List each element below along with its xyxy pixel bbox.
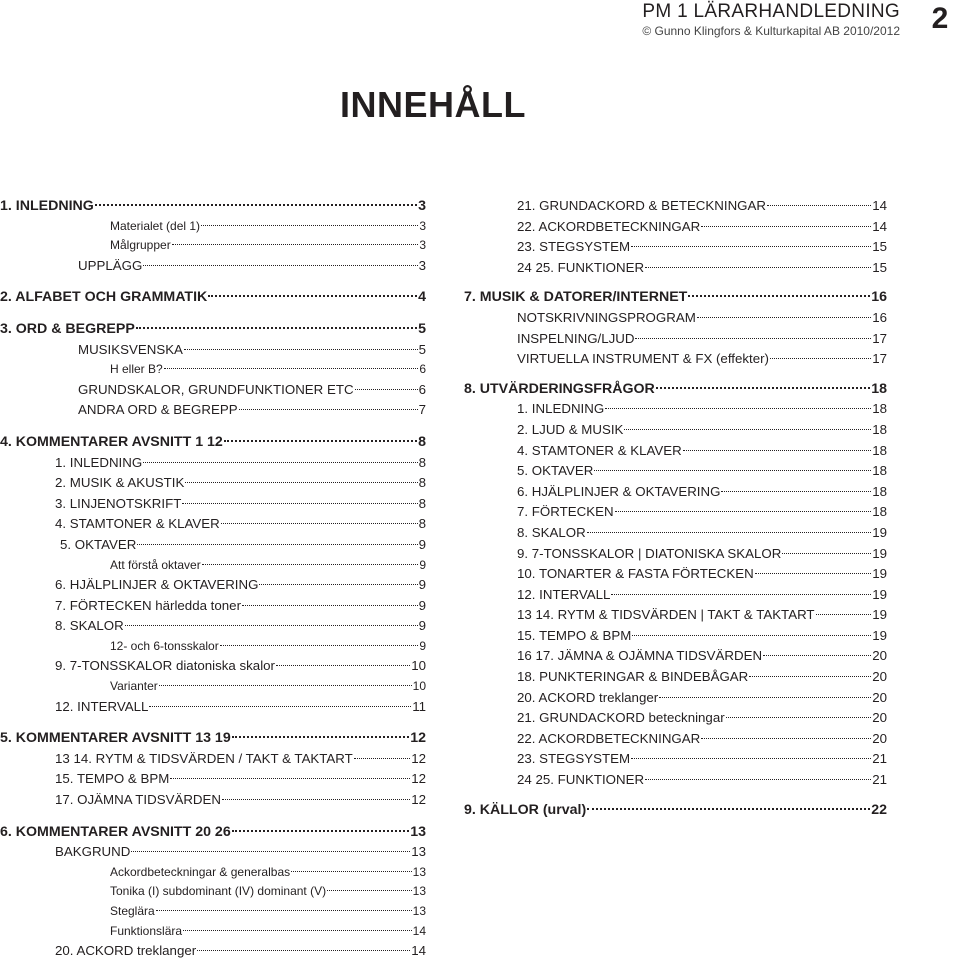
- toc-entry-page: 3: [418, 257, 426, 273]
- dot-leader: [594, 470, 871, 471]
- toc-entry-label: 21. GRUNDACKORD beteckningar: [517, 710, 725, 726]
- toc-entry-page: 21: [872, 751, 887, 767]
- toc-entry[interactable]: [0, 842, 426, 863]
- toc-entry-label: 1. INLEDNING: [55, 454, 143, 470]
- toc-heading[interactable]: [0, 822, 426, 843]
- toc-entry[interactable]: [464, 646, 887, 667]
- dot-leader: [611, 594, 871, 595]
- dot-leader: [143, 265, 417, 266]
- toc-entry-label: 9. KÄLLOR (urval): [464, 801, 587, 818]
- dot-leader: [276, 665, 410, 666]
- toc-entry-page: 4: [418, 289, 426, 306]
- toc-entry-label: 21. GRUNDACKORD & BETECKNINGAR: [517, 198, 766, 213]
- toc-entry-label: 9. 7-TONSSKALOR diatoniska skalor: [55, 658, 275, 674]
- dot-leader: [635, 338, 871, 339]
- dot-leader: [726, 717, 872, 718]
- dot-leader: [170, 778, 410, 779]
- dot-leader: [156, 910, 412, 911]
- toc-entry-label: 3. ORD & BEGREPP: [0, 320, 135, 337]
- toc-entry[interactable]: [0, 941, 426, 962]
- dot-leader: [224, 440, 417, 442]
- toc-entry-label: 12. INTERVALL: [55, 698, 149, 714]
- toc-entry-label: NOTSKRIVNINGSPROGRAM: [517, 309, 696, 325]
- toc-entry-page: 11: [412, 698, 426, 714]
- toc-entry[interactable]: [0, 360, 426, 380]
- dot-leader: [197, 950, 410, 951]
- toc-entry-page: 6: [419, 362, 426, 377]
- toc-entry-label: 22. ACKORDBETECKNINGAR: [517, 218, 701, 234]
- toc-entry-page: 9: [419, 638, 426, 653]
- toc-entry[interactable]: [0, 656, 426, 677]
- dot-leader: [183, 930, 412, 931]
- toc-entry[interactable]: [464, 708, 887, 729]
- toc-entry[interactable]: [464, 308, 887, 329]
- dot-leader: [763, 655, 871, 656]
- toc-entry[interactable]: [464, 502, 887, 523]
- toc-entry-page: 16: [872, 309, 887, 325]
- toc-entry-page: 19: [872, 627, 887, 643]
- toc-entry-label: Att förstå oktaver: [110, 557, 201, 572]
- toc-entry-page: 5: [418, 320, 426, 337]
- toc-entry[interactable]: [464, 585, 887, 606]
- toc-entry-label: 23. STEGSYSTEM: [517, 239, 631, 255]
- toc-entry-page: 18: [872, 401, 887, 417]
- dot-leader: [632, 635, 871, 636]
- toc-heading[interactable]: [0, 196, 426, 217]
- toc-entry-label: 13 14. RYTM & TIDSVÄRDEN / TAKT & TAKTART: [55, 750, 353, 766]
- toc-entry-label: 5. OKTAVER: [517, 463, 594, 479]
- toc-entry-label: GRUNDSKALOR, GRUNDFUNKTIONER ETC: [78, 381, 354, 397]
- toc-entry-page: 13: [411, 844, 426, 860]
- dot-leader: [656, 387, 870, 389]
- dot-leader: [721, 491, 871, 492]
- dot-leader: [136, 327, 417, 329]
- toc-entry-page: 19: [872, 586, 887, 602]
- toc-entry[interactable]: [0, 514, 426, 535]
- dot-leader: [631, 758, 871, 759]
- dot-leader: [782, 553, 871, 554]
- dot-leader: [202, 564, 419, 565]
- toc-entry-label: 4. STAMTONER & KLAVER: [517, 442, 682, 458]
- toc-entry-page: 18: [872, 421, 887, 437]
- dot-leader: [697, 317, 871, 318]
- toc-entry-label: 24 25. FUNKTIONER: [517, 772, 645, 788]
- toc-entry-label: 20. ACKORD treklanger: [55, 943, 197, 959]
- toc-entry-label: Ackordbeteckningar & generalbas: [110, 864, 291, 879]
- toc-entry-label: 5. OKTAVER: [60, 536, 137, 552]
- toc-entry-page: 18: [872, 463, 887, 479]
- toc-entry[interactable]: [0, 790, 426, 811]
- toc-entry[interactable]: [464, 482, 887, 503]
- toc-entry[interactable]: [0, 677, 426, 697]
- dot-leader: [631, 246, 871, 247]
- toc-entry-label: BAKGRUND: [55, 844, 131, 860]
- toc-entry-label: 5. KOMMENTARER AVSNITT 13 19: [0, 730, 231, 747]
- toc-entry-page: 18: [871, 380, 887, 397]
- toc-entry-label: 2. ALFABET OCH GRAMMATIK: [0, 289, 208, 306]
- toc-entry[interactable]: [0, 863, 426, 883]
- dot-leader: [201, 225, 418, 226]
- toc-entry-page: 20: [872, 648, 887, 664]
- toc-entry-page: 18: [872, 504, 887, 520]
- dot-leader: [355, 389, 418, 390]
- toc-entry-page: 17: [872, 330, 887, 346]
- toc-entry-label: 12. INTERVALL: [517, 586, 611, 602]
- dot-leader: [701, 738, 871, 739]
- toc-entry-page: 13: [410, 823, 426, 840]
- toc-entry-label: 15. TEMPO & BPM: [517, 627, 632, 643]
- toc-entry-label: 23. STEGSYSTEM: [517, 751, 631, 767]
- toc-entry-page: 15: [872, 239, 887, 255]
- dot-leader: [587, 532, 871, 533]
- toc-entry[interactable]: [0, 596, 426, 617]
- toc-entry-page: 14: [872, 198, 887, 213]
- toc-entry-label: 4. KOMMENTARER AVSNITT 1 12: [0, 433, 223, 450]
- toc-entry-page: 20: [872, 669, 887, 685]
- toc-entry[interactable]: [0, 535, 426, 556]
- toc-entry-page: 15: [872, 259, 887, 275]
- toc-entry[interactable]: [464, 441, 887, 462]
- toc-entry[interactable]: [464, 420, 887, 441]
- toc-entry-page: 3: [419, 238, 426, 253]
- toc-entry-page: 17: [872, 351, 887, 367]
- toc-entry-label: 6. KOMMENTARER AVSNITT 20 26: [0, 823, 231, 840]
- toc-entry-label: 8. UTVÄRDERINGSFRÅGOR: [464, 380, 655, 397]
- toc-entry[interactable]: [464, 729, 887, 750]
- toc-entry-label: Funktionslära: [110, 923, 183, 938]
- toc-entry-page: 3: [419, 218, 426, 233]
- dot-leader: [125, 625, 418, 626]
- toc-entry[interactable]: [0, 575, 426, 596]
- toc-entry-page: 19: [872, 566, 887, 582]
- toc-entry-page: 12: [411, 792, 426, 808]
- dot-leader: [749, 676, 871, 677]
- toc-entry[interactable]: [0, 882, 426, 902]
- dot-leader: [159, 685, 412, 686]
- dot-leader: [239, 409, 418, 410]
- document-title: INNEHÅLL: [340, 84, 526, 125]
- dot-leader: [182, 503, 417, 504]
- dot-leader: [767, 205, 871, 206]
- toc-entry-label: 10. TONARTER & FASTA FÖRTECKEN: [517, 566, 754, 582]
- toc-entry-page: 13: [412, 864, 426, 879]
- toc-entry-page: 5: [418, 341, 426, 357]
- toc-entry-label: 8. SKALOR: [55, 618, 124, 634]
- toc-entry-page: 9: [419, 557, 426, 572]
- toc-entry-label: MUSIKSVENSKA: [78, 341, 183, 357]
- toc-entry-label: Varianter: [110, 679, 158, 694]
- toc-entry-label: 16 17. JÄMNA & OJÄMNA TIDSVÄRDEN: [517, 648, 763, 664]
- toc-entry[interactable]: [0, 340, 426, 361]
- dot-leader: [222, 799, 410, 800]
- toc-entry-label: 7. MUSIK & DATORER/INTERNET: [464, 289, 688, 306]
- toc-entry[interactable]: [464, 217, 887, 238]
- dot-leader: [232, 830, 410, 832]
- toc-entry-page: 8: [418, 433, 426, 450]
- toc-heading[interactable]: [464, 287, 887, 308]
- toc-entry[interactable]: [464, 688, 887, 709]
- toc-entry[interactable]: [464, 770, 887, 791]
- dot-leader: [624, 429, 871, 430]
- toc-entry-label: 2. MUSIK & AKUSTIK: [55, 475, 185, 491]
- toc-entry-label: 13 14. RYTM & TIDSVÄRDEN | TAKT & TAKTART: [517, 607, 815, 623]
- toc-entry-page: 19: [872, 524, 887, 540]
- dot-leader: [645, 779, 871, 780]
- toc-entry-label: 3. LINJENOTSKRIFT: [55, 495, 182, 511]
- toc-entry-page: 18: [872, 483, 887, 499]
- toc-entry-label: VIRTUELLA INSTRUMENT & FX (effekter): [517, 351, 769, 367]
- toc-entry-page: 16: [871, 289, 887, 306]
- toc-entry[interactable]: [0, 473, 426, 494]
- toc-entry-label: UPPLÄGG: [78, 257, 143, 273]
- toc-entry[interactable]: [464, 349, 887, 370]
- toc-entry[interactable]: [0, 217, 426, 237]
- toc-entry-page: 6: [418, 381, 426, 397]
- toc-entry-label: INSPELNING/LJUD: [517, 330, 635, 346]
- toc-entry-page: 20: [872, 730, 887, 746]
- dot-leader: [354, 758, 410, 759]
- toc-entry-page: 8: [418, 475, 426, 491]
- dot-leader: [645, 267, 871, 268]
- toc-entry-page: 22: [871, 801, 887, 818]
- toc-entry[interactable]: [0, 380, 426, 401]
- dot-leader: [242, 605, 418, 606]
- toc-entry-label: 4. STAMTONER & KLAVER: [55, 516, 220, 532]
- header-copyright: © Gunno Klingfors & Kulturkapital AB 2010/2012: [642, 24, 900, 38]
- page-header: [642, 0, 900, 38]
- dot-leader: [172, 244, 419, 245]
- toc-entry[interactable]: [464, 237, 887, 258]
- toc-entry[interactable]: [0, 494, 426, 515]
- toc-entry-page: 9: [418, 597, 426, 613]
- toc-entry-page: 14: [412, 923, 426, 938]
- toc-entry[interactable]: [464, 605, 887, 626]
- toc-entry-label: Materialet (del 1): [110, 218, 201, 233]
- dot-leader: [143, 462, 417, 463]
- toc-entry[interactable]: [464, 626, 887, 647]
- toc-entry-page: 8: [418, 454, 426, 470]
- toc-entry[interactable]: [0, 769, 426, 790]
- dot-leader: [184, 349, 418, 350]
- toc-entry[interactable]: [0, 256, 426, 277]
- toc-entry[interactable]: [0, 556, 426, 576]
- dot-leader: [137, 544, 417, 545]
- toc-entry[interactable]: [0, 616, 426, 637]
- dot-leader: [220, 645, 419, 646]
- dot-leader: [259, 584, 417, 585]
- dot-leader: [185, 482, 417, 483]
- toc-heading[interactable]: [0, 319, 426, 340]
- toc-entry[interactable]: [0, 697, 426, 718]
- toc-entry[interactable]: [464, 461, 887, 482]
- header-title: PM 1 LÄRARHANDLEDNING: [642, 1, 900, 22]
- dot-leader: [605, 408, 871, 409]
- toc-entry-page: 8: [418, 516, 426, 532]
- toc-entry-page: 19: [872, 607, 887, 623]
- toc-entry[interactable]: [464, 196, 887, 217]
- toc-entry-label: 2. LJUD & MUSIK: [517, 421, 624, 437]
- toc-entry-page: 14: [411, 943, 426, 959]
- toc-right-column: [464, 196, 887, 820]
- toc-entry-label: 7. FÖRTECKEN härledda toner: [55, 597, 241, 613]
- toc-entry-page: 20: [872, 710, 887, 726]
- toc-entry-label: Målgrupper: [110, 238, 171, 253]
- dot-leader: [755, 573, 872, 574]
- page-number: 2: [931, 2, 949, 35]
- toc-entry[interactable]: [0, 236, 426, 256]
- dot-leader: [221, 523, 418, 524]
- toc-entry-label: 1. INLEDNING: [0, 198, 94, 214]
- toc-entry[interactable]: [464, 329, 887, 350]
- toc-entry[interactable]: [0, 922, 426, 942]
- toc-entry-label: 18. PUNKTERINGAR & BINDEBÅGAR: [517, 669, 749, 685]
- dot-leader: [683, 450, 871, 451]
- toc-entry-page: 7: [418, 402, 426, 418]
- toc-entry-page: 12: [411, 771, 426, 787]
- dot-leader: [770, 358, 871, 359]
- toc-entry[interactable]: [0, 902, 426, 922]
- toc-entry[interactable]: [464, 544, 887, 565]
- toc-entry-label: 17. OJÄMNA TIDSVÄRDEN: [55, 792, 222, 808]
- toc-entry-page: 13: [412, 884, 426, 899]
- dot-leader: [208, 295, 417, 297]
- dot-leader: [688, 295, 870, 297]
- toc-entry-page: 3: [418, 198, 426, 214]
- toc-entry-page: 9: [418, 618, 426, 634]
- toc-entry-page: 13: [412, 904, 426, 918]
- toc-entry-page: 18: [872, 442, 887, 458]
- toc-heading[interactable]: [0, 287, 426, 308]
- toc-heading[interactable]: [464, 379, 887, 400]
- toc-entry-page: 9: [418, 577, 426, 593]
- toc-heading[interactable]: [464, 800, 887, 821]
- toc-entry-label: 7. FÖRTECKEN: [517, 504, 614, 520]
- toc-entry-label: 20. ACKORD treklanger: [517, 689, 659, 705]
- dot-leader: [816, 614, 872, 615]
- toc-entry-label: Steglära: [110, 904, 155, 918]
- toc-entry-label: 8. SKALOR: [517, 524, 586, 540]
- toc-left-column: [0, 196, 426, 962]
- toc-entry-label: 1. INLEDNING: [517, 401, 605, 417]
- toc-entry-page: 10: [412, 679, 426, 694]
- dot-leader: [615, 511, 872, 512]
- toc-entry-page: 8: [418, 495, 426, 511]
- toc-entry-page: 10: [411, 658, 426, 674]
- toc-entry[interactable]: [464, 667, 887, 688]
- dot-leader: [232, 736, 410, 738]
- dot-leader: [701, 226, 871, 227]
- toc-entry-label: 22. ACKORDBETECKNINGAR: [517, 730, 701, 746]
- toc-entry-page: 12: [411, 750, 426, 766]
- toc-entry[interactable]: [464, 564, 887, 585]
- toc-entry[interactable]: [464, 749, 887, 770]
- dot-leader: [587, 808, 870, 810]
- toc-entry[interactable]: [0, 400, 426, 421]
- dot-leader: [327, 890, 412, 891]
- dot-leader: [131, 851, 410, 852]
- toc-entry-page: 21: [872, 772, 887, 788]
- dot-leader: [164, 368, 419, 369]
- toc-entry[interactable]: [464, 523, 887, 544]
- toc-entry-label: Tonika (I) subdominant (IV) dominant (V): [110, 884, 327, 899]
- dot-leader: [149, 706, 411, 707]
- toc-entry[interactable]: [0, 749, 426, 770]
- toc-entry-page: 14: [872, 218, 887, 234]
- toc-entry-label: 9. 7-TONSSKALOR | DIATONISKA SKALOR: [517, 545, 782, 561]
- toc-entry-label: 6. HJÄLPLINJER & OKTAVERING: [517, 483, 721, 499]
- dot-leader: [659, 697, 871, 698]
- toc-heading[interactable]: [0, 432, 426, 453]
- toc-entry-label: 15. TEMPO & BPM: [55, 771, 170, 787]
- dot-leader: [291, 871, 412, 872]
- toc-entry[interactable]: [0, 637, 426, 657]
- dot-leader: [95, 204, 417, 206]
- toc-entry-page: 20: [872, 689, 887, 705]
- toc-entry[interactable]: [0, 453, 426, 474]
- toc-entry-label: H eller B?: [110, 362, 163, 377]
- toc-heading[interactable]: [0, 728, 426, 749]
- toc-entry-page: 12: [410, 730, 426, 747]
- toc-entry-label: 6. HJÄLPLINJER & OKTAVERING: [55, 577, 259, 593]
- toc-entry-label: 12- och 6-tonsskalor: [110, 638, 219, 653]
- toc-entry[interactable]: [464, 258, 887, 279]
- toc-entry-page: 9: [418, 536, 426, 552]
- toc-entry-label: ANDRA ORD & BEGREPP: [78, 402, 238, 418]
- toc-entry-page: 19: [872, 545, 887, 561]
- toc-entry[interactable]: [464, 399, 887, 420]
- toc-entry-label: 24 25. FUNKTIONER: [517, 259, 645, 275]
